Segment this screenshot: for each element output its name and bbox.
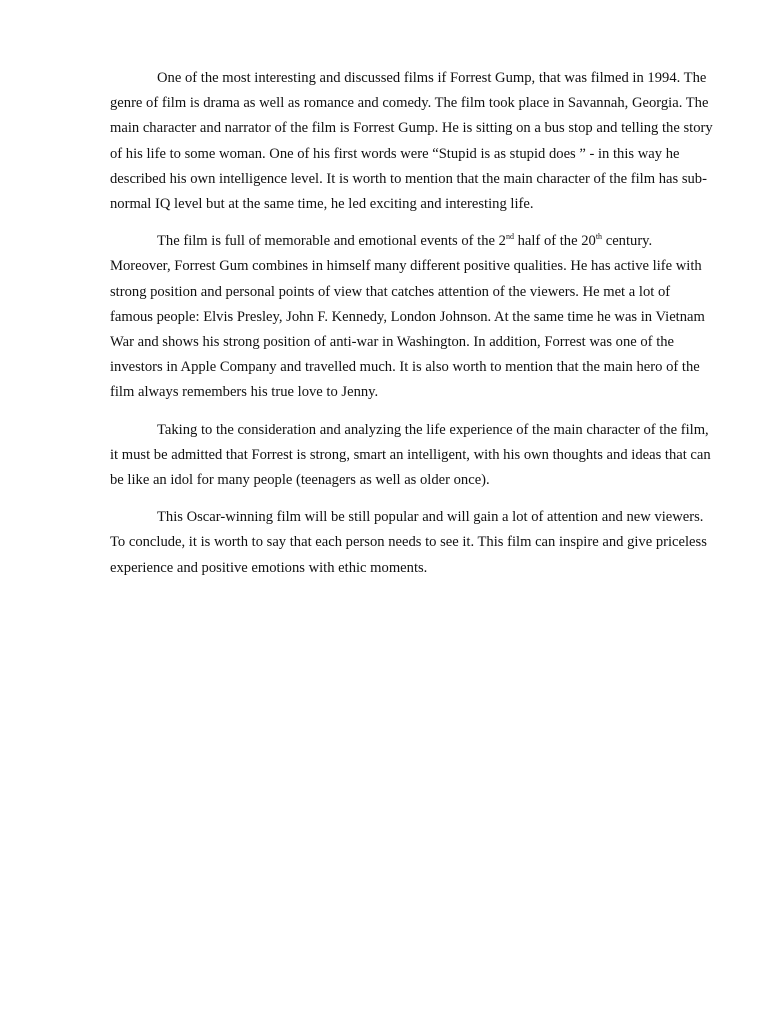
paragraph-3-text: Taking to the consideration and analyzing the life experience of the main character of the film, it must be admitted that Forrest is strong, smart an intelligent, with his own thoughts and ideas that can be like an idol for many people (teenagers as well as older once). — [110, 421, 711, 489]
paragraph-2-text-part3: century. Moreover, Forrest Gum combines in himself many different positive qualities. He has active life with strong position and personal points of view that catches attention of the viewers. He met a lot of famous people: Elvis Presley, John F. Kennedy, London Johnson. At the same time he was in Vietnam War and shows his strong position of anti-war in Washington. In addition, Forrest was one of the investors in Apple Company and travelled much. It is also worth to mention that the main hero of the film always remembers his true love to Jenny. — [110, 233, 705, 401]
paragraph-2 — [110, 229, 714, 405]
paragraph-1-text: One of the most interesting and discussed films if Forrest Gump, that was filmed in 1994. The genre of film is drama as well as romance and comedy. The film took place in Savannah, Georgia. The main character and narrator of the film is Forrest Gump. He is sitting on a bus stop and telling the story of his life to some woman. One of his first words were “Stupid is as stupid does ” - in this way he described his own intelligence level. It is worth to mention that the main character of the film has sub-normal IQ level but at the same time, he led exciting and interesting life. — [110, 70, 713, 213]
paragraph-1 — [110, 66, 714, 217]
superscript-th: th — [595, 232, 603, 242]
paragraph-4-text: This Oscar-winning film will be still popular and will gain a lot of attention and new viewers. To conclude, it is worth to say that each person needs to see it. This film can inspire and give priceless experience and positive emotions with ethic moments. — [110, 509, 707, 576]
paragraph-4 — [110, 505, 714, 581]
superscript-nd: nd — [505, 232, 514, 242]
paragraph-3 — [110, 418, 714, 494]
document-body — [110, 66, 714, 593]
paragraph-2-text-part2: half of the 20 — [513, 233, 596, 250]
paragraph-2-text-part1: The film is full of memorable and emotional events of the 2 — [157, 233, 506, 250]
